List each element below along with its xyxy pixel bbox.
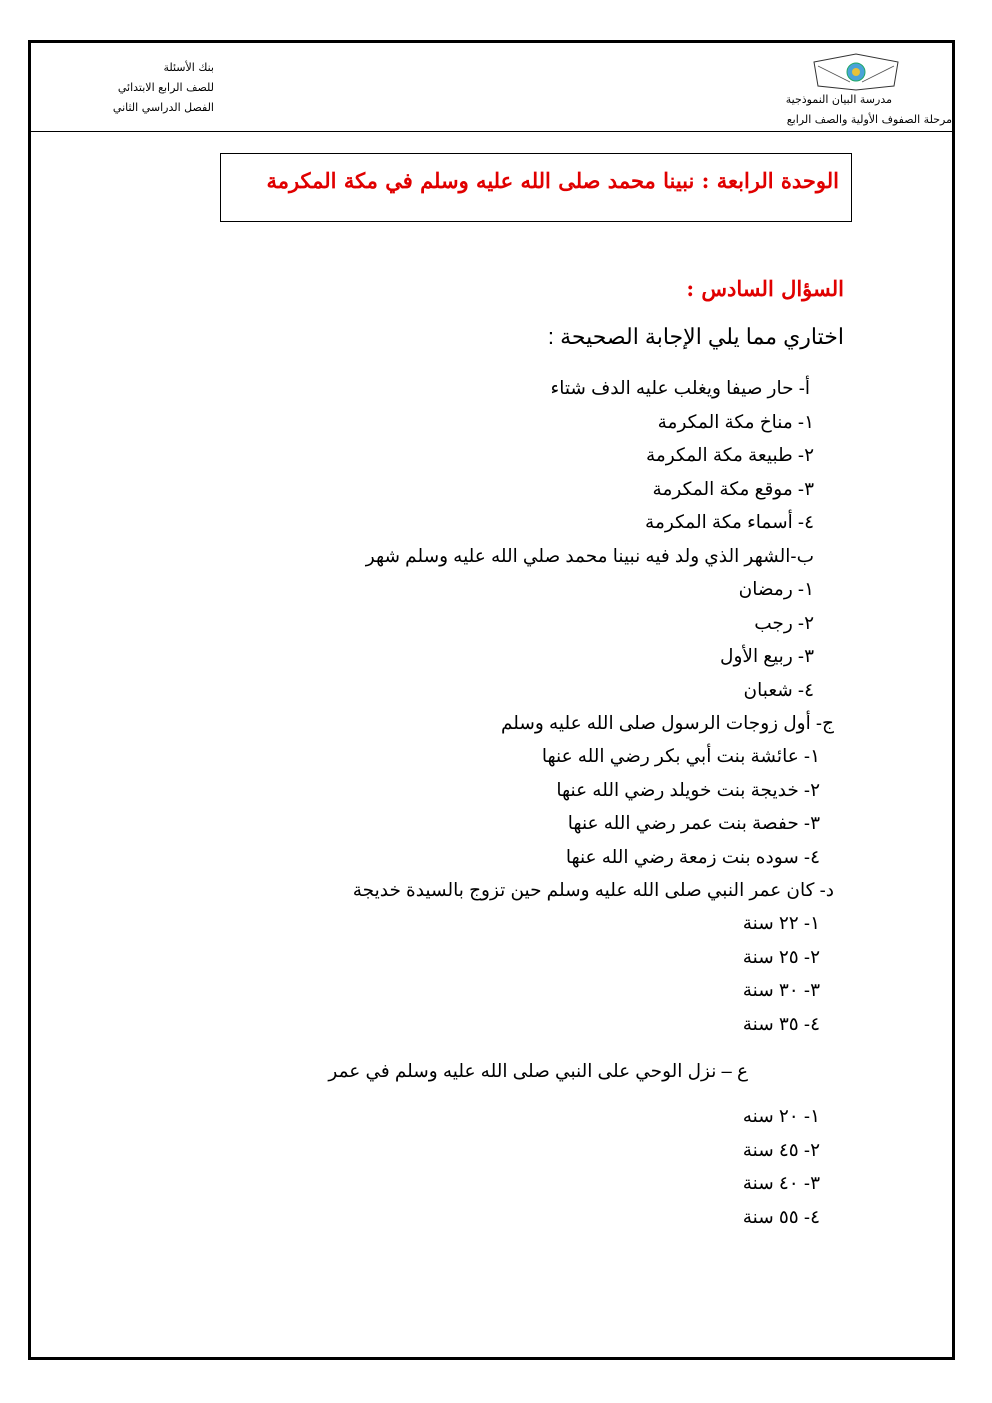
header-divider bbox=[31, 131, 952, 132]
option-item: ٤- ٣٥ سنة bbox=[742, 1013, 820, 1034]
option-item: ١- رمضان bbox=[738, 578, 814, 599]
school-stage: مرحلة الصفوف الأولية والصف الرابع bbox=[786, 113, 952, 126]
option-item: ٣- حفصة بنت عمر رضي الله عنها bbox=[567, 812, 820, 833]
option-item: ٢- ٤٥ سنة bbox=[742, 1139, 820, 1160]
option-item: ٣- ربيع الأول bbox=[720, 645, 814, 666]
option-item: ٣- ٤٠ سنة bbox=[742, 1172, 820, 1193]
header-left-line: الفصل الدراسي الثاني bbox=[112, 101, 214, 114]
option-item: ٣- ٣٠ سنة bbox=[742, 979, 820, 1000]
option-item: ٢- طبيعة مكة المكرمة bbox=[645, 444, 814, 465]
option-item: ١- مناخ مكة المكرمة bbox=[657, 411, 814, 432]
option-item: ٢- خديجة بنت خويلد رضي الله عنها bbox=[556, 779, 820, 800]
option-item: ٤- سوده بنت زمعة رضي الله عنها bbox=[565, 846, 820, 867]
option-item: ٢- رجب bbox=[754, 612, 814, 633]
header-left-line: بنك الأسئلة bbox=[163, 61, 214, 74]
header-left bbox=[54, 58, 214, 118]
page-border bbox=[28, 40, 955, 1360]
question-stem: ب-الشهر الذي ولد فيه نبينا محمد صلي الله عليه وسلم شهر bbox=[365, 545, 814, 566]
option-item: ٤- ٥٥ سنة bbox=[742, 1206, 820, 1227]
question-stem: د- كان عمر النبي صلى الله عليه وسلم حين تزوج بالسيدة خديجة bbox=[352, 879, 834, 900]
question-stem: ج- أول زوجات الرسول صلى الله عليه وسلم bbox=[500, 712, 834, 733]
option-item: ٤- أسماء مكة المكرمة bbox=[645, 511, 814, 532]
unit-title: الوحدة الرابعة : نبينا محمد صلى الله عليه وسلم في مكة المكرمة bbox=[266, 168, 839, 193]
question-title: السؤال السادس : bbox=[686, 276, 844, 301]
option-item: ٢- ٢٥ سنة bbox=[742, 946, 820, 967]
header-right bbox=[712, 52, 952, 130]
school-logo-icon bbox=[810, 52, 902, 92]
option-item: ١- عائشة بنت أبي بكر رضي الله عنها bbox=[541, 745, 820, 766]
option-item: ١- ٢٠ سنه bbox=[742, 1105, 820, 1126]
header-left-line: للصف الرابع الابتدائي bbox=[117, 81, 214, 94]
unit-title-box bbox=[220, 153, 852, 222]
school-name: مدرسة البيان النموذجية bbox=[785, 93, 892, 106]
option-item: ١- ٢٢ سنة bbox=[742, 912, 820, 933]
question-stem: أ- حار صيفا ويغلب عليه الدف شتاء bbox=[550, 377, 810, 398]
question-stem: ع – نزل الوحي على النبي صلى الله عليه وسلم في عمر bbox=[328, 1060, 748, 1081]
option-item: ٣- موقع مكة المكرمة bbox=[652, 478, 814, 499]
option-item: ٤- شعبان bbox=[743, 679, 814, 700]
instruction: اختاري مما يلي الإجابة الصحيحة : bbox=[547, 324, 844, 349]
